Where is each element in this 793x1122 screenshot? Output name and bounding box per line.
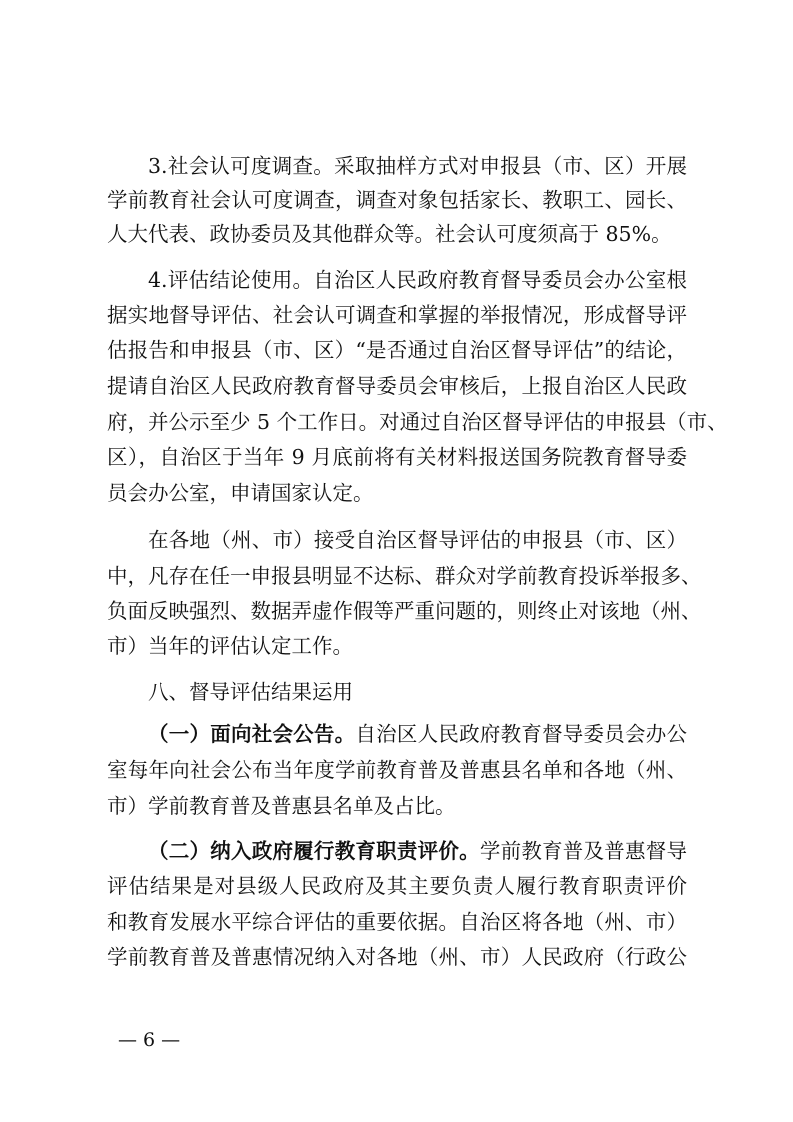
paragraph-2-line-4: 提请自治区人民政府教育督导委员会审核后，上报自治区人民政: [107, 374, 687, 398]
page-number: — 6 —: [118, 1029, 181, 1051]
paragraph-4-line-3: 市）学前教育普及普惠县名单及占比。: [107, 794, 456, 818]
paragraph-3-line-1: 在各地（州、市）接受自治区督导评估的申报县（市、区）: [148, 528, 687, 552]
paragraph-1-line-2: 学前教育社会认可度调查，调查对象包括家长、教职工、园长、: [107, 188, 687, 212]
paragraph-4-line-2: 室每年向社会公布当年度学前教育普及普惠县名单和各地（州、: [107, 758, 687, 782]
paragraph-4-line-1-text: 自治区人民政府教育督导委员会办公: [355, 722, 688, 746]
paragraph-2-line-6: 区），自治区于当年 9 月底前将有关材料报送国务院教育督导委: [107, 445, 687, 469]
paragraph-5-line-3: 和教育发展水平综合评估的重要依据。自治区将各地（州、市）: [107, 910, 687, 934]
paragraph-1-line-3: 人大代表、政协委员及其他群众等。社会认可度须高于 85%。: [107, 222, 672, 246]
paragraph-2-line-1: 4.评估结论使用。自治区人民政府教育督导委员会办公室根: [148, 268, 687, 292]
paragraph-5-line-1-text: 学前教育普及普惠督导: [479, 839, 688, 863]
paragraph-2-line-2: 据实地督导评估、社会认可调查和掌握的举报情况，形成督导评: [107, 303, 687, 327]
paragraph-3-line-4: 市）当年的评估认定工作。: [107, 634, 353, 658]
paragraph-4-lead: （一）面向社会公告。: [148, 722, 356, 746]
paragraph-5-line-2: 评估结果是对县级人民政府及其主要负责人履行教育职责评价: [107, 874, 687, 898]
paragraph-5-line-4: 学前教育普及普惠情况纳入对各地（州、市）人民政府（行政公: [107, 945, 687, 969]
paragraph-4-line-1: [148, 720, 687, 748]
paragraph-5-lead: （二）纳入政府履行教育职责评价。: [148, 839, 480, 863]
paragraph-3-line-2: 中，凡存在任一申报县明显不达标、群众对学前教育投诉举报多、: [107, 564, 702, 588]
paragraph-1-line-1: 3.社会认可度调查。采取抽样方式对申报县（市、区）开展: [148, 154, 687, 178]
paragraph-2-line-7: 员会办公室，申请国家认定。: [107, 481, 374, 505]
paragraph-2-line-3: 估报告和申报县（市、区）“是否通过自治区督导评估”的结论，: [107, 338, 687, 362]
paragraph-3-line-3: 负面反映强烈、数据弄虚作假等严重问题的，则终止对该地（州、: [107, 599, 702, 623]
section-heading: 八、督导评估结果运用: [148, 680, 353, 704]
paragraph-2-line-5: 府，并公示至少 5 个工作日。对通过自治区督导评估的申报县（市、: [107, 410, 728, 434]
paragraph-5-line-1: [148, 837, 687, 865]
